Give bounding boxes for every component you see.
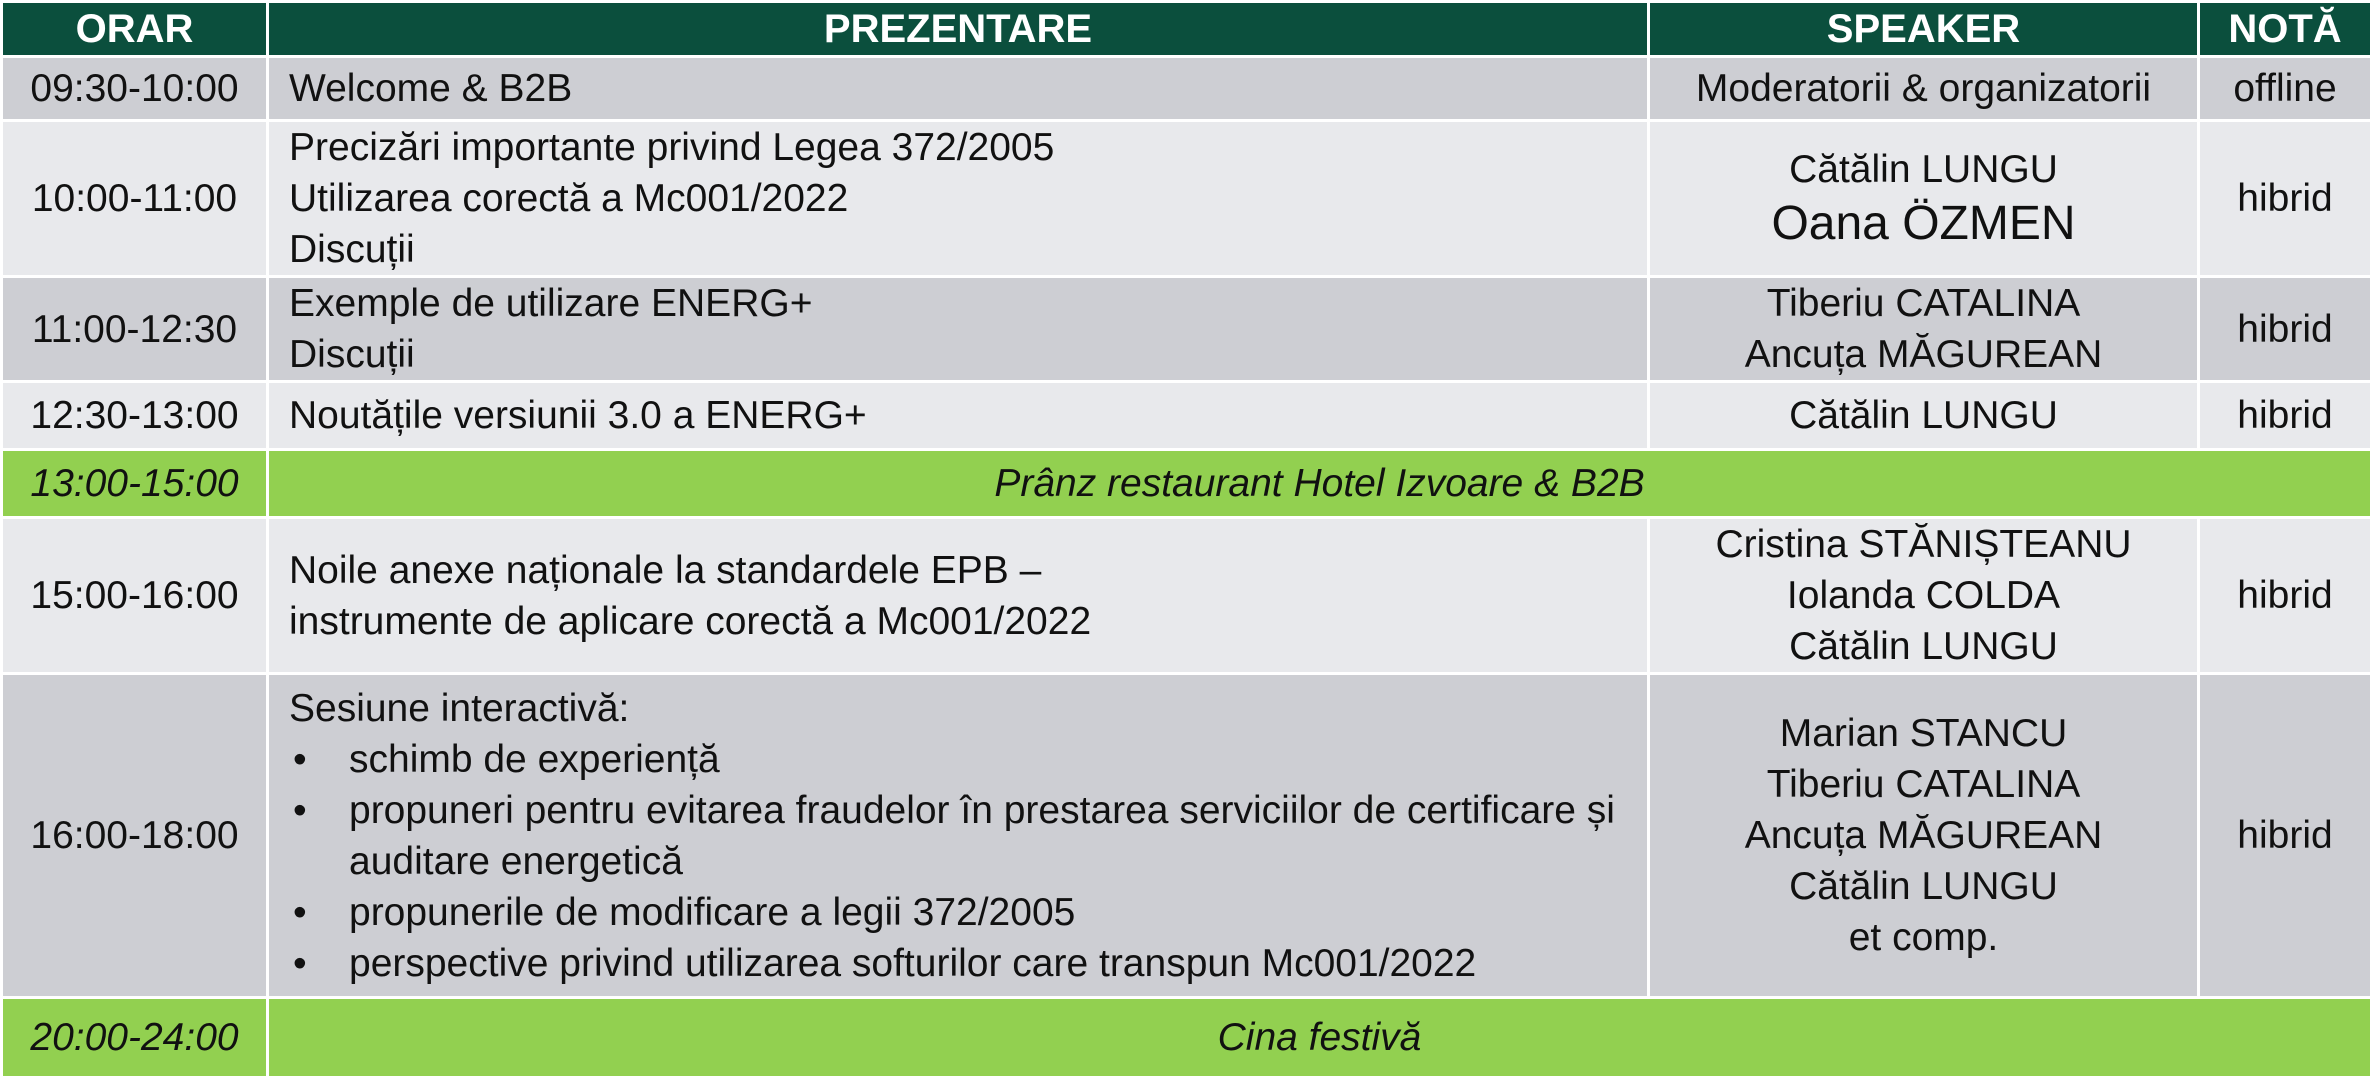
schedule-row	[2, 674, 2370, 998]
speaker-cell	[1649, 277, 2199, 382]
time-slot: 20:00-24:00	[2, 998, 268, 1078]
note-cell: hibrid	[2199, 277, 2370, 382]
speaker-cell	[1649, 674, 2199, 998]
speaker-name: Tiberiu CATALINA	[1670, 759, 2177, 810]
break-title: Prânz restaurant Hotel Izvoare & B2B	[268, 450, 2370, 518]
time-slot: 09:30-10:00	[2, 57, 268, 121]
presentation-cell	[268, 277, 1649, 382]
note-cell: hibrid	[2199, 674, 2370, 998]
note-cell: hibrid	[2199, 121, 2370, 277]
session-intro: Sesiune interactivă:	[289, 683, 1627, 734]
presentation-line: Discuții	[289, 224, 1627, 275]
presentation-line: Precizări importante privind Legea 372/2005	[289, 122, 1627, 173]
time-slot: 12:30-13:00	[2, 382, 268, 450]
speaker-name: Cătălin LUNGU	[1670, 144, 2177, 195]
break-row	[2, 450, 2370, 518]
schedule-row	[2, 57, 2370, 121]
schedule-row	[2, 121, 2370, 277]
speaker-name: Cristina STĂNIȘTEANU	[1670, 519, 2177, 570]
speaker-name: et comp.	[1670, 912, 2177, 963]
presentation-line: Exemple de utilizare ENERG+	[289, 278, 1627, 329]
speaker-name: Cătălin LUNGU	[1670, 390, 2177, 441]
break-row	[2, 998, 2370, 1078]
header-note: NOTĂ	[2199, 2, 2370, 57]
topic-item: • propuneri pentru evitarea fraudelor în prestarea serviciilor de certificare și auditare energetică	[289, 785, 1627, 887]
note-cell: hibrid	[2199, 382, 2370, 450]
speaker-cell	[1649, 57, 2199, 121]
time-slot: 10:00-11:00	[2, 121, 268, 277]
header-row	[2, 2, 2370, 57]
note-cell: hibrid	[2199, 518, 2370, 674]
header-presentation: PREZENTARE	[268, 2, 1649, 57]
topic-item: • perspective privind utilizarea softurilor care transpun Mc001/2022	[289, 938, 1627, 989]
presentation-cell	[268, 382, 1649, 450]
topic-item: • propunerile de modificare a legii 372/2005	[289, 887, 1627, 938]
speaker-name: Cătălin LUNGU	[1670, 621, 2177, 672]
presentation-line: Welcome & B2B	[289, 63, 1627, 114]
speaker-name: Tiberiu CATALINA	[1670, 278, 2177, 329]
speaker-name: Marian STANCU	[1670, 708, 2177, 759]
presentation-line: Discuții	[289, 329, 1627, 380]
speaker-name: Iolanda COLDA	[1670, 570, 2177, 621]
topic-list	[289, 734, 1627, 989]
speaker-name: Cătălin LUNGU	[1670, 861, 2177, 912]
speaker-cell	[1649, 518, 2199, 674]
speaker-name: Ancuța MĂGUREAN	[1670, 810, 2177, 861]
presentation-line: Noile anexe naționale la standardele EPB –	[289, 545, 1627, 596]
schedule-row	[2, 382, 2370, 450]
presentation-cell	[268, 674, 1649, 998]
presentation-cell	[268, 57, 1649, 121]
header-time: ORAR	[2, 2, 268, 57]
schedule-row	[2, 277, 2370, 382]
speaker-name: Ancuța MĂGUREAN	[1670, 329, 2177, 380]
topic-item: • schimb de experiență	[289, 734, 1627, 785]
presentation-cell	[268, 518, 1649, 674]
presentation-line: Utilizarea corectă a Mc001/2022	[289, 173, 1627, 224]
time-slot: 15:00-16:00	[2, 518, 268, 674]
speaker-cell	[1649, 121, 2199, 277]
presentation-cell	[268, 121, 1649, 277]
note-cell: offline	[2199, 57, 2370, 121]
speaker-cell	[1649, 382, 2199, 450]
header-speaker: SPEAKER	[1649, 2, 2199, 57]
time-slot: 11:00-12:30	[2, 277, 268, 382]
schedule-row	[2, 518, 2370, 674]
presentation-line: instrumente de aplicare corectă a Mc001/2022	[289, 596, 1627, 647]
presentation-line: Noutățile versiunii 3.0 a ENERG+	[289, 390, 1627, 441]
speaker-name: Oana ÖZMEN	[1670, 195, 2177, 253]
speaker-name: Moderatorii & organizatorii	[1670, 63, 2177, 114]
time-slot: 13:00-15:00	[2, 450, 268, 518]
time-slot: 16:00-18:00	[2, 674, 268, 998]
break-title: Cina festivă	[268, 998, 2370, 1078]
